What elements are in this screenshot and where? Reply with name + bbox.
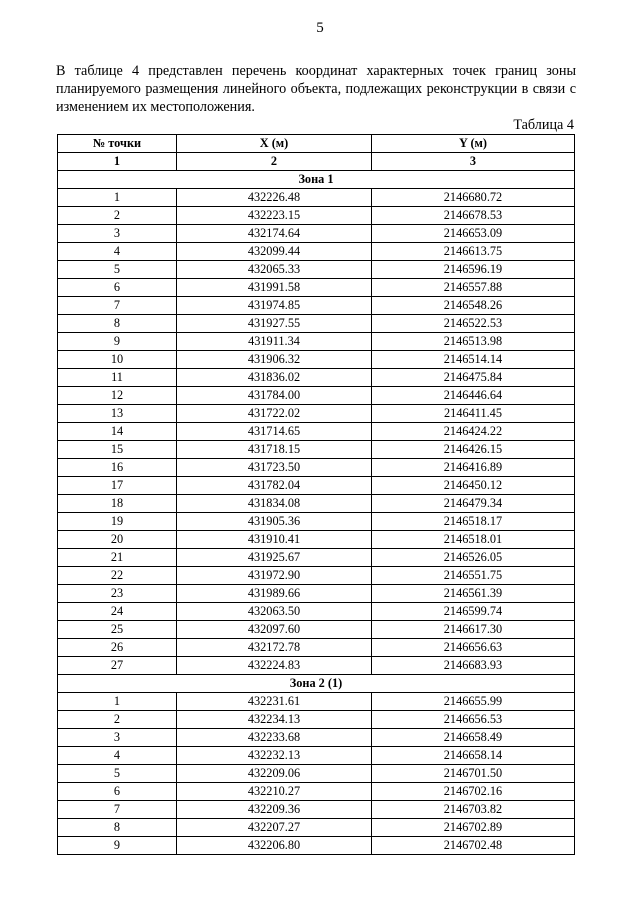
x-coordinate-cell: 432232.13	[177, 747, 372, 765]
point-number-cell: 2	[58, 711, 177, 729]
table-row	[58, 837, 575, 855]
point-number-cell: 4	[58, 747, 177, 765]
table-row	[58, 765, 575, 783]
point-number-cell: 11	[58, 369, 177, 387]
header-point-number: № точки	[58, 135, 177, 153]
y-coordinate-cell: 2146522.53	[372, 315, 575, 333]
zone-header-row	[58, 675, 575, 693]
table-row	[58, 459, 575, 477]
x-coordinate-cell: 432209.36	[177, 801, 372, 819]
y-coordinate-cell: 2146656.53	[372, 711, 575, 729]
x-coordinate-cell: 431782.04	[177, 477, 372, 495]
zone-header-row	[58, 171, 575, 189]
y-coordinate-cell: 2146658.49	[372, 729, 575, 747]
y-coordinate-cell: 2146655.99	[372, 693, 575, 711]
point-number-cell: 7	[58, 297, 177, 315]
y-coordinate-cell: 2146702.89	[372, 819, 575, 837]
point-number-cell: 8	[58, 819, 177, 837]
y-coordinate-cell: 2146680.72	[372, 189, 575, 207]
y-coordinate-cell: 2146596.19	[372, 261, 575, 279]
x-coordinate-cell: 432231.61	[177, 693, 372, 711]
table-row	[58, 513, 575, 531]
table-row	[58, 729, 575, 747]
intro-paragraph: В таблице 4 представлен перечень координат характерных точек границ зоны планируемого размещения линейного объекта, подлежащих реконструкции в связи с изменением их местоположения.	[56, 63, 576, 115]
point-number-cell: 13	[58, 405, 177, 423]
y-coordinate-cell: 2146561.39	[372, 585, 575, 603]
table-row	[58, 333, 575, 351]
table-row	[58, 423, 575, 441]
point-number-cell: 23	[58, 585, 177, 603]
y-coordinate-cell: 2146678.53	[372, 207, 575, 225]
zone-title: Зона 1	[58, 171, 575, 189]
y-coordinate-cell: 2146514.14	[372, 351, 575, 369]
table-row	[58, 279, 575, 297]
point-number-cell: 6	[58, 783, 177, 801]
x-coordinate-cell: 432207.27	[177, 819, 372, 837]
table-row	[58, 369, 575, 387]
x-coordinate-cell: 432099.44	[177, 243, 372, 261]
x-coordinate-cell: 432226.48	[177, 189, 372, 207]
y-coordinate-cell: 2146426.15	[372, 441, 575, 459]
column-number: 1	[58, 153, 177, 171]
table-row	[58, 315, 575, 333]
table-row	[58, 783, 575, 801]
y-coordinate-cell: 2146653.09	[372, 225, 575, 243]
point-number-cell: 25	[58, 621, 177, 639]
point-number-cell: 16	[58, 459, 177, 477]
header-x: X (м)	[177, 135, 372, 153]
x-coordinate-cell: 432206.80	[177, 837, 372, 855]
y-coordinate-cell: 2146548.26	[372, 297, 575, 315]
y-coordinate-cell: 2146450.12	[372, 477, 575, 495]
y-coordinate-cell: 2146526.05	[372, 549, 575, 567]
table-caption: Таблица 4	[513, 117, 574, 133]
table-row	[58, 711, 575, 729]
table-row	[58, 477, 575, 495]
y-coordinate-cell: 2146551.75	[372, 567, 575, 585]
x-coordinate-cell: 432209.06	[177, 765, 372, 783]
x-coordinate-cell: 431906.32	[177, 351, 372, 369]
x-coordinate-cell: 431784.00	[177, 387, 372, 405]
x-coordinate-cell: 431905.36	[177, 513, 372, 531]
table-row	[58, 747, 575, 765]
point-number-cell: 12	[58, 387, 177, 405]
table-row	[58, 297, 575, 315]
header-y: Y (м)	[372, 135, 575, 153]
point-number-cell: 26	[58, 639, 177, 657]
table-row	[58, 189, 575, 207]
point-number-cell: 3	[58, 225, 177, 243]
point-number-cell: 1	[58, 189, 177, 207]
point-number-cell: 18	[58, 495, 177, 513]
table-row	[58, 387, 575, 405]
point-number-cell: 21	[58, 549, 177, 567]
x-coordinate-cell: 432172.78	[177, 639, 372, 657]
x-coordinate-cell: 431836.02	[177, 369, 372, 387]
y-coordinate-cell: 2146475.84	[372, 369, 575, 387]
x-coordinate-cell: 431925.67	[177, 549, 372, 567]
y-coordinate-cell: 2146703.82	[372, 801, 575, 819]
y-coordinate-cell: 2146613.75	[372, 243, 575, 261]
x-coordinate-cell: 431974.85	[177, 297, 372, 315]
x-coordinate-cell: 432224.83	[177, 657, 372, 675]
y-coordinate-cell: 2146518.17	[372, 513, 575, 531]
x-coordinate-cell: 431911.34	[177, 333, 372, 351]
point-number-cell: 14	[58, 423, 177, 441]
coordinates-table	[57, 134, 575, 855]
table-body	[58, 171, 575, 855]
table-row	[58, 693, 575, 711]
point-number-cell: 24	[58, 603, 177, 621]
table-row	[58, 621, 575, 639]
point-number-cell: 10	[58, 351, 177, 369]
x-coordinate-cell: 431718.15	[177, 441, 372, 459]
table-row	[58, 261, 575, 279]
y-coordinate-cell: 2146518.01	[372, 531, 575, 549]
point-number-cell: 6	[58, 279, 177, 297]
x-coordinate-cell: 431723.50	[177, 459, 372, 477]
zone-title: Зона 2 (1)	[58, 675, 575, 693]
table-row	[58, 405, 575, 423]
x-coordinate-cell: 431834.08	[177, 495, 372, 513]
y-coordinate-cell: 2146702.48	[372, 837, 575, 855]
x-coordinate-cell: 431927.55	[177, 315, 372, 333]
y-coordinate-cell: 2146513.98	[372, 333, 575, 351]
y-coordinate-cell: 2146446.64	[372, 387, 575, 405]
y-coordinate-cell: 2146656.63	[372, 639, 575, 657]
point-number-cell: 9	[58, 333, 177, 351]
table-row	[58, 639, 575, 657]
point-number-cell: 8	[58, 315, 177, 333]
point-number-cell: 2	[58, 207, 177, 225]
table-row	[58, 801, 575, 819]
table-row	[58, 495, 575, 513]
point-number-cell: 22	[58, 567, 177, 585]
table-row	[58, 585, 575, 603]
x-coordinate-cell: 432174.64	[177, 225, 372, 243]
table-header	[58, 135, 575, 171]
column-number-row	[58, 153, 575, 171]
x-coordinate-cell: 432223.15	[177, 207, 372, 225]
x-coordinate-cell: 431910.41	[177, 531, 372, 549]
point-number-cell: 20	[58, 531, 177, 549]
y-coordinate-cell: 2146411.45	[372, 405, 575, 423]
y-coordinate-cell: 2146599.74	[372, 603, 575, 621]
point-number-cell: 4	[58, 243, 177, 261]
x-coordinate-cell: 432233.68	[177, 729, 372, 747]
point-number-cell: 1	[58, 693, 177, 711]
x-coordinate-cell: 431991.58	[177, 279, 372, 297]
table-row	[58, 351, 575, 369]
x-coordinate-cell: 431722.02	[177, 405, 372, 423]
page-number: 5	[316, 20, 324, 36]
x-coordinate-cell: 431714.65	[177, 423, 372, 441]
point-number-cell: 5	[58, 261, 177, 279]
table-row	[58, 549, 575, 567]
x-coordinate-cell: 432065.33	[177, 261, 372, 279]
point-number-cell: 5	[58, 765, 177, 783]
y-coordinate-cell: 2146702.16	[372, 783, 575, 801]
x-coordinate-cell: 431989.66	[177, 585, 372, 603]
table-row	[58, 819, 575, 837]
x-coordinate-cell: 431972.90	[177, 567, 372, 585]
column-number: 2	[177, 153, 372, 171]
y-coordinate-cell: 2146658.14	[372, 747, 575, 765]
point-number-cell: 19	[58, 513, 177, 531]
y-coordinate-cell: 2146479.34	[372, 495, 575, 513]
table-row	[58, 531, 575, 549]
table-row	[58, 657, 575, 675]
table-row	[58, 441, 575, 459]
y-coordinate-cell: 2146416.89	[372, 459, 575, 477]
column-number: 3	[372, 153, 575, 171]
point-number-cell: 7	[58, 801, 177, 819]
table-row	[58, 207, 575, 225]
x-coordinate-cell: 432063.50	[177, 603, 372, 621]
point-number-cell: 15	[58, 441, 177, 459]
y-coordinate-cell: 2146683.93	[372, 657, 575, 675]
y-coordinate-cell: 2146424.22	[372, 423, 575, 441]
table-row	[58, 603, 575, 621]
x-coordinate-cell: 432097.60	[177, 621, 372, 639]
header-row	[58, 135, 575, 153]
point-number-cell: 9	[58, 837, 177, 855]
table-row	[58, 567, 575, 585]
y-coordinate-cell: 2146617.30	[372, 621, 575, 639]
x-coordinate-cell: 432234.13	[177, 711, 372, 729]
table-row	[58, 225, 575, 243]
point-number-cell: 27	[58, 657, 177, 675]
point-number-cell: 3	[58, 729, 177, 747]
point-number-cell: 17	[58, 477, 177, 495]
x-coordinate-cell: 432210.27	[177, 783, 372, 801]
table-row	[58, 243, 575, 261]
y-coordinate-cell: 2146701.50	[372, 765, 575, 783]
y-coordinate-cell: 2146557.88	[372, 279, 575, 297]
